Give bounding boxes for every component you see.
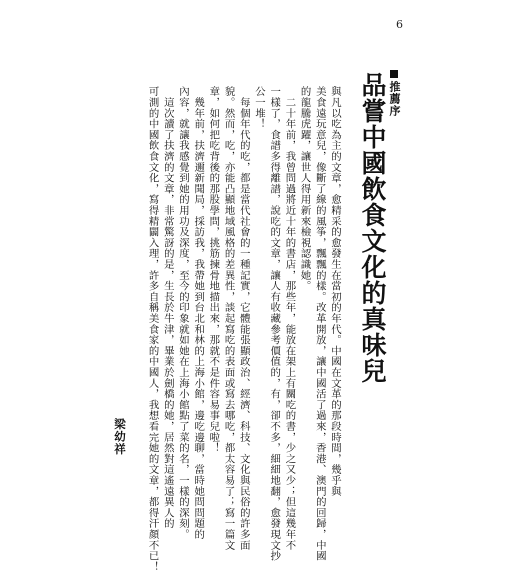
body-line: 與凡以吃為主的文章，愈精采的愈發生在當初的年代。中國在文革的那段時間，幾乎與 [329,86,341,497]
body-line: 的龍騰虎躍，讓世人得用新來檢視認識她。 [298,86,311,292]
body-line: 內容，就讓我感覺到她的用功及深度，至今的印象就如她在上海小館點了菜的名，一樣的深刻。 [176,86,189,540]
body-line: 章，如何把吃背後的那股學問，挑筋揀骨地描出來，那就不是件容易事兒啦！ [207,86,220,454]
body-line: 可測的中國飲食文化，寫得精闢入理，許多自稱美食家的中國人，我想看完她的文章，都得汗顏不已！ [146,86,159,572]
body-text [144,86,342,572]
body-line: 每個年代的吃，都是當代社會的一種記實，它體能張顯政治、經濟、科技、文化與民俗的許多面 [237,86,250,551]
section-label-text: 推薦序 [388,81,401,117]
body-line: 美食遠玩意兒，像斷了線的風筝，飄飄的樣。改革開放，讓中國活了過來，香港、澳門的回歸，中國 [313,86,326,562]
square-bullet-icon [390,70,398,78]
body-line: 二十年前，我曾問過將近十年的書店，那些年，能放在架上有關吃的書，少之又少；但這幾年不 [283,86,296,551]
author-name: 梁幼祥 [113,418,127,456]
body-line: 公一堆！ [252,86,265,130]
body-line: 這次讀了扶濟的文章，非常驚訝的是，生長於牛津，畢業於劍橋的她，居然對這遙遠異人的 [161,86,174,529]
page-title: 品嘗中國飲食文化的真味兒 [358,72,387,384]
body-line: 一樣了，食譜多得離譜，說吃的文章，讓人有收藏參考價值的，有，卻不多，細細地翻，愈發現文抄 [268,86,281,562]
page-number: 6 [396,18,403,31]
body-line: 貌。然而，吃，亦能凸顯地域風格的差異性，談起寫吃的表面或寫去哪吃，都太容易了；寫一篇文 [222,86,235,551]
body-line: 幾年前，扶濟邇新聞局，採訪我，我帶她到台北和林的上海小館，邊吃邊聊，當時她問問題的 [192,86,205,540]
